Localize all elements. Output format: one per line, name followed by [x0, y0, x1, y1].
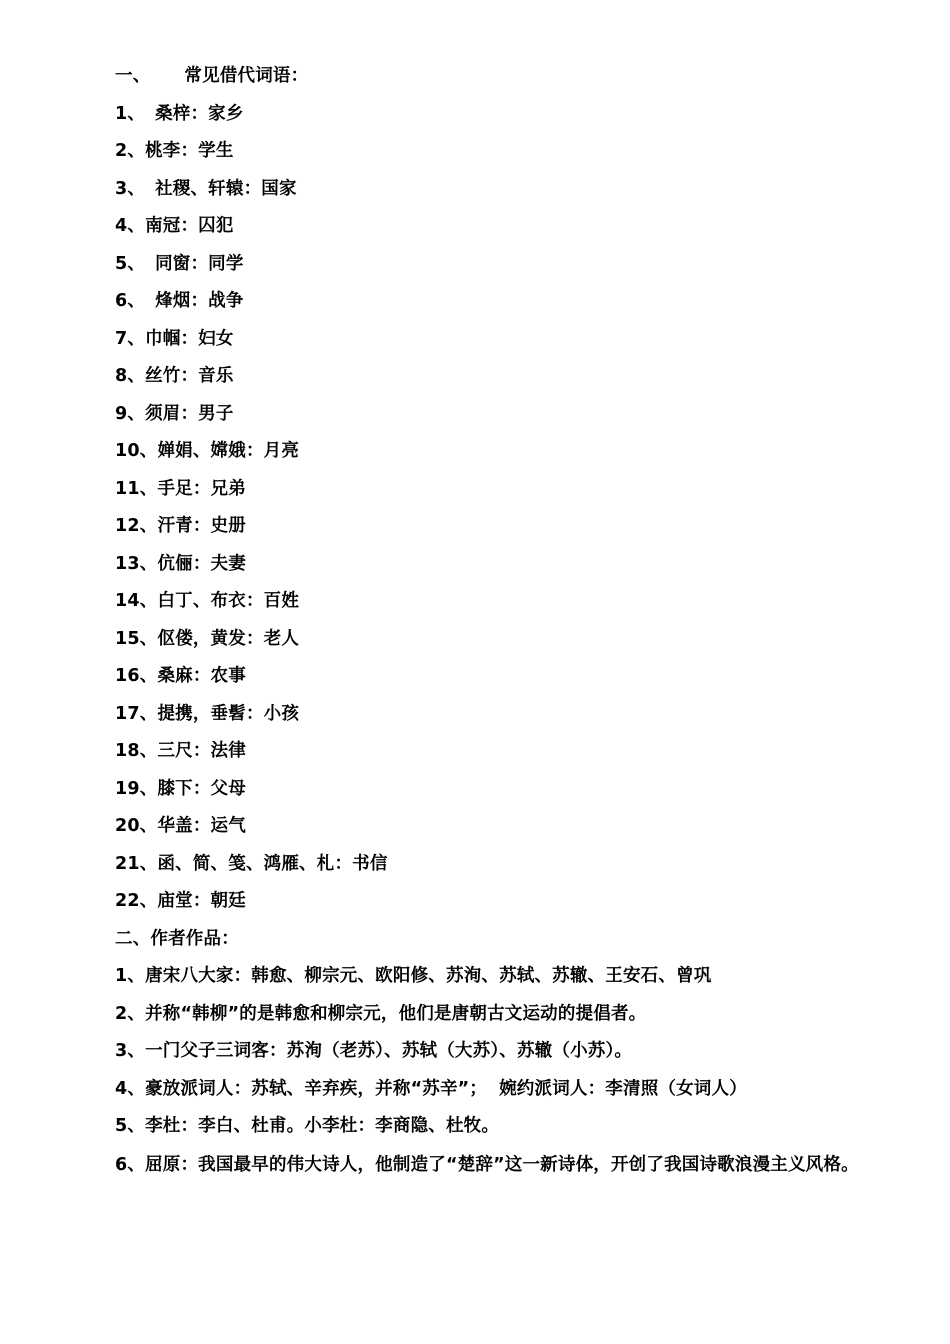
text-span: 伉俪：夫妻: [157, 553, 246, 574]
text-span: 1、: [115, 966, 146, 986]
list-item: [115, 621, 895, 659]
text-span: 伛偻，黄发：老人: [157, 628, 300, 649]
list-item: [115, 283, 895, 321]
text-span: 3、: [115, 178, 146, 199]
text-span: 三尺：法律: [157, 741, 246, 761]
text-span: 常见借代词语：: [184, 66, 309, 86]
text-span: 提携，垂髫：小孩: [157, 703, 300, 724]
list-item: [115, 883, 895, 921]
text-span: 11、: [115, 478, 158, 499]
text-span: 6、: [115, 291, 146, 311]
list-item: [115, 396, 895, 434]
text-span: 李杜：李白、杜甫。小李杜：李商隐、杜牧。: [145, 1116, 500, 1136]
text-span: 8、: [115, 366, 146, 386]
text-span: 桃李：学生: [145, 141, 234, 161]
text-span: 并称“韩柳”的是韩愈和柳宗元，他们是唐朝古文运动的提倡者。: [145, 1003, 647, 1024]
list-item: [115, 171, 895, 209]
list-item: [115, 96, 895, 134]
text-span: 7、: [115, 328, 146, 349]
text-span: 一门父子三词客：苏洵（老苏）、苏轼（大苏）、苏辙（小苏）。: [145, 1041, 633, 1061]
list-item: [115, 771, 895, 809]
list-item: [115, 321, 895, 359]
text-span: 一、: [115, 66, 151, 86]
text-span: 18、: [115, 741, 158, 761]
text-span: 婵娟、嫦娥：月亮: [157, 441, 300, 461]
text-span: 6、: [115, 1154, 146, 1175]
text-span: 烽烟：战争: [155, 291, 244, 311]
text-span: 20、: [115, 816, 158, 836]
text-span: 豪放派词人：苏轼、辛弃疾，并称“苏辛”；: [145, 1078, 488, 1099]
text-span: 二、作者作品：: [115, 928, 239, 949]
text-span: 15、: [115, 628, 158, 649]
list-item: [115, 846, 895, 884]
list-item: [115, 958, 895, 996]
text-span: 2、: [115, 141, 146, 161]
text-span: 17、: [115, 703, 158, 724]
text-span: 婉约派词人：李清照（女词人）: [499, 1078, 747, 1099]
text-span: 同窗：同学: [155, 253, 244, 274]
text-span: 丝竹：音乐: [145, 366, 234, 386]
text-span: 屈原：我国最早的伟大诗人，他制造了“楚辞”这一新诗体，开创了我国诗歌浪漫主义风格。: [145, 1154, 859, 1175]
list-item: [115, 1108, 895, 1146]
list-item: [115, 696, 895, 734]
text-span: 9、: [115, 403, 146, 424]
text-span: 社稷、轩辕：国家: [155, 178, 297, 199]
list-item: [115, 1033, 895, 1071]
list-item: [115, 546, 895, 584]
list-item: [115, 658, 895, 696]
text-span: 庙堂：朝廷: [157, 891, 246, 911]
list-item: [115, 358, 895, 396]
text-span: 1、: [115, 103, 146, 124]
list-item: [115, 583, 895, 621]
text-span: 函、简、笺、鸿雁、札：书信: [157, 853, 388, 874]
text-span: 14、: [115, 591, 158, 611]
text-span: 13、: [115, 553, 158, 574]
text-span: 白丁、布衣：百姓: [157, 591, 300, 611]
list-item: [115, 1071, 895, 1109]
text-span: 4、: [115, 216, 146, 236]
text-span: 汗青：史册: [157, 516, 246, 536]
text-span: 唐宋八大家：韩愈、柳宗元、欧阳修、苏洵、苏轼、苏辙、王安石、曾巩: [145, 966, 712, 986]
text-span: 须眉：男子: [145, 403, 234, 424]
text-span: 南冠：囚犯: [145, 216, 234, 236]
text-span: 3、: [115, 1041, 146, 1061]
text-span: 手足：兄弟: [157, 478, 246, 499]
list-item: [115, 508, 895, 546]
text-span: 华盖：运气: [157, 816, 246, 836]
text-span: 19、: [115, 778, 158, 799]
text-span: 22、: [115, 891, 158, 911]
list-item: [115, 808, 895, 846]
text-span: 4、: [115, 1078, 146, 1099]
text-span: 10、: [115, 441, 158, 461]
text-span: 12、: [115, 516, 158, 536]
text-span: 2、: [115, 1003, 146, 1024]
section2-heading: [115, 921, 895, 959]
text-span: 16、: [115, 666, 158, 686]
document-page: [115, 58, 895, 1186]
list-item: [115, 733, 895, 771]
list-item: [115, 208, 895, 246]
list-item: [115, 133, 895, 171]
text-span: 巾帼：妇女: [145, 328, 234, 349]
list-item: [115, 996, 895, 1034]
text-span: 桑梓：家乡: [155, 103, 244, 124]
list-item: [115, 433, 895, 471]
text-span: 膝下：父母: [157, 778, 246, 799]
text-span: 21、: [115, 853, 158, 874]
text-span: 桑麻：农事: [157, 666, 246, 686]
list-item: [115, 246, 895, 284]
section1-heading: [115, 58, 895, 96]
list-item: [115, 1144, 895, 1186]
list-item: [115, 471, 895, 509]
text-span: 5、: [115, 253, 146, 274]
text-span: 5、: [115, 1116, 146, 1136]
